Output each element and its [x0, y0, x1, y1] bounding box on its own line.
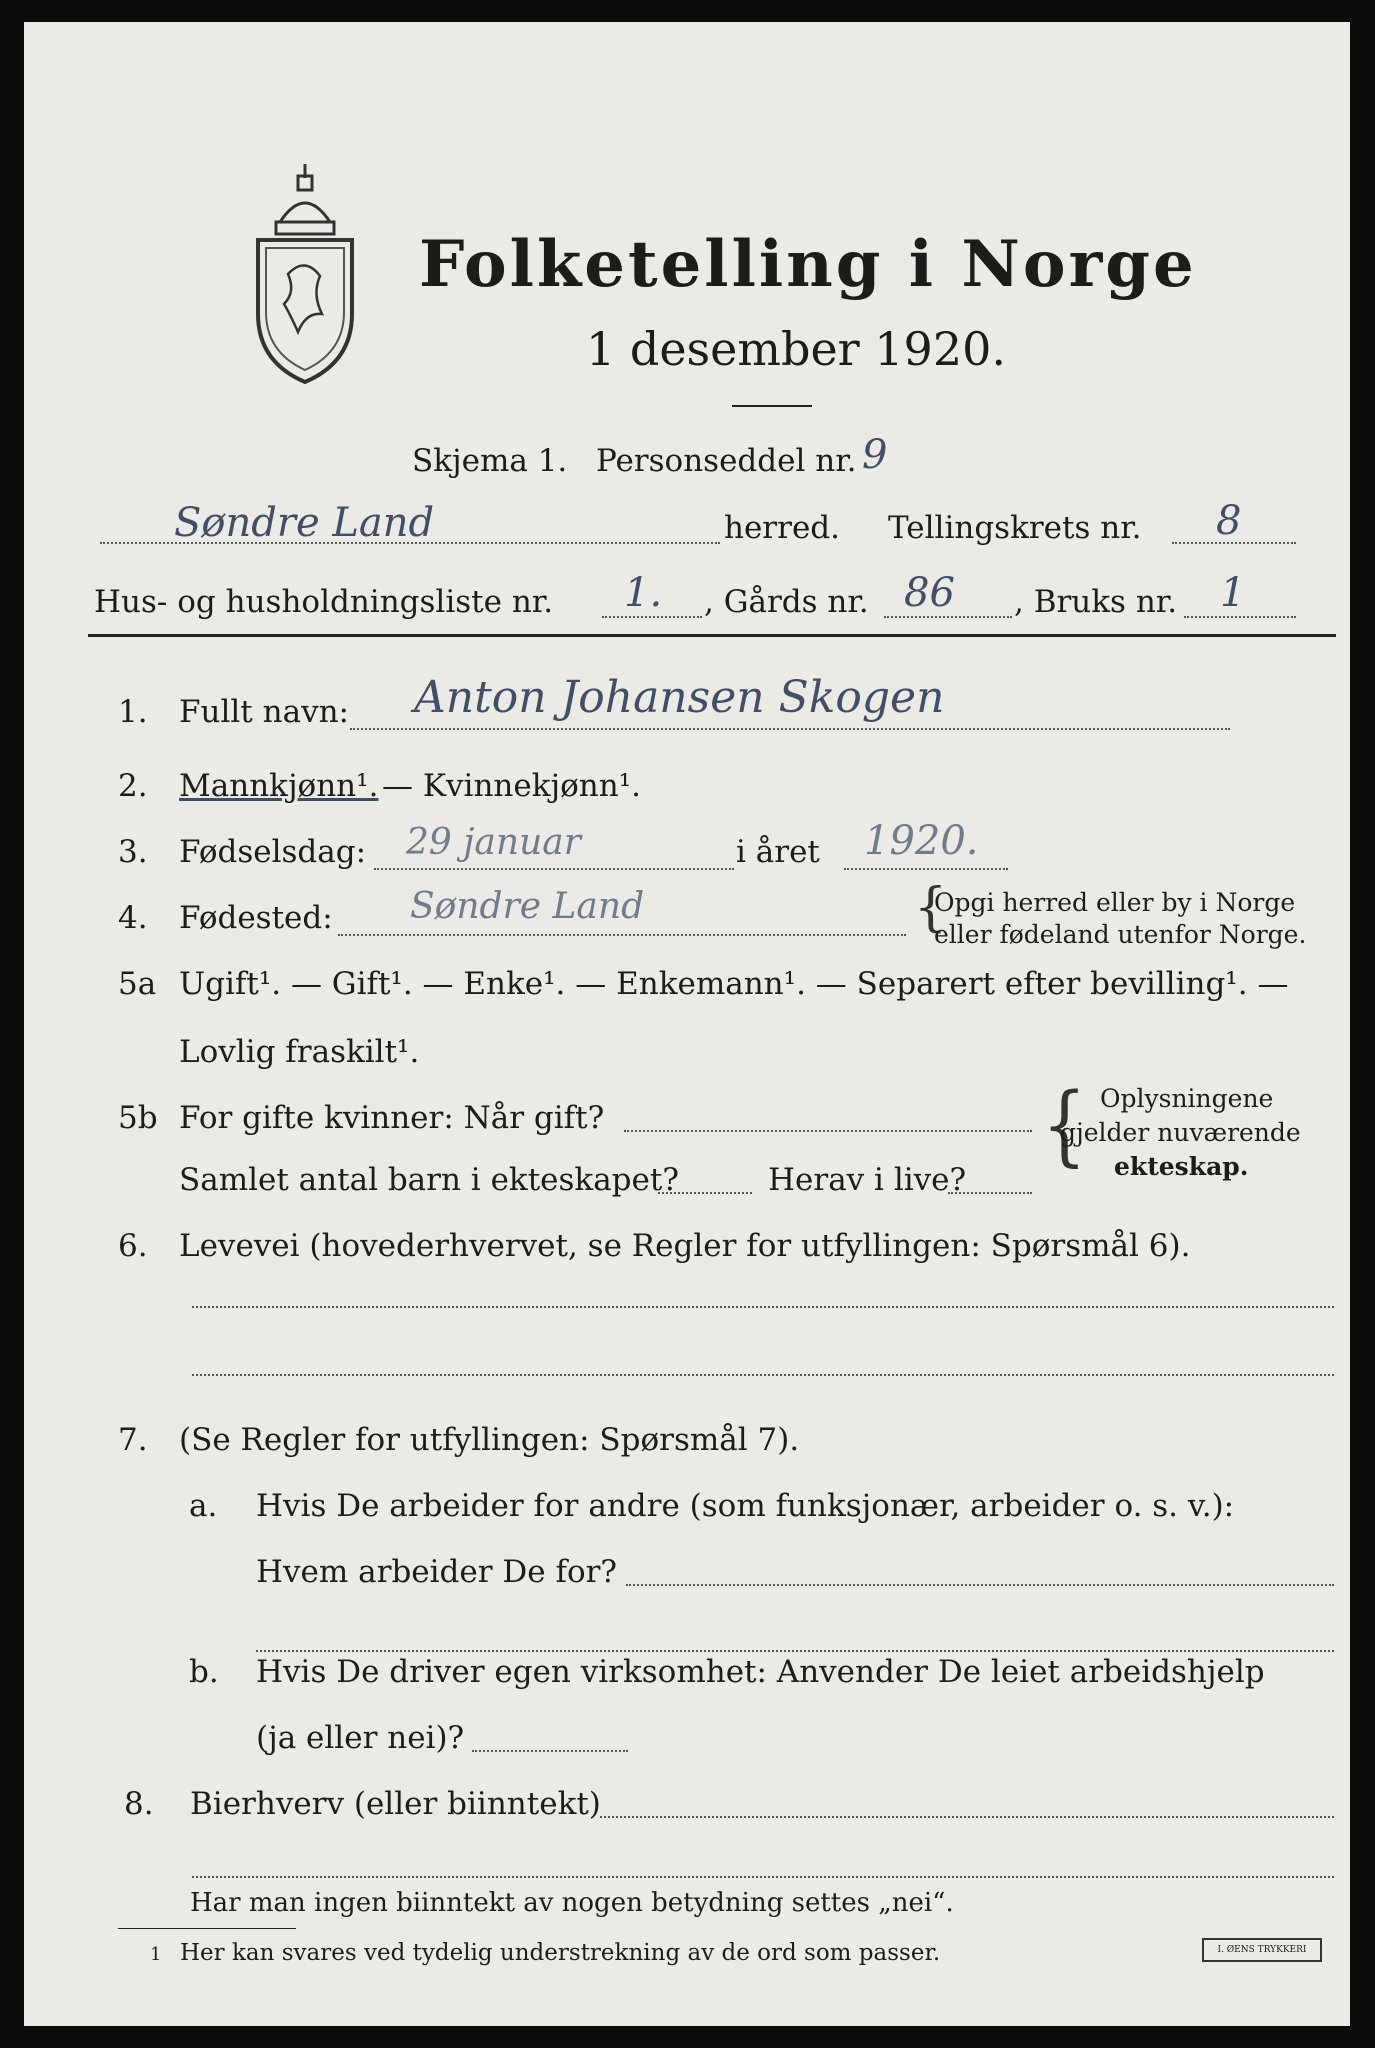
female-option: — Kvinnekjønn¹.	[382, 768, 641, 804]
bruks-value: 1	[1220, 570, 1246, 616]
q1-label: Fullt navn:	[179, 694, 349, 730]
male-option: Mannkjønn¹.	[179, 768, 379, 804]
tellingskrets-value: 8	[1216, 498, 1242, 544]
occupation-question: Levevei (hovederhvervet, se Regler for utfyllingen: Spørsmål 6).	[179, 1228, 1191, 1264]
birth-year-value: 1920.	[864, 818, 979, 864]
q4-label: Fødested:	[179, 900, 333, 936]
page-title: Folketelling i Norge	[419, 227, 1197, 302]
birthplace-value: Søndre Land	[410, 886, 645, 927]
q7b-number: b.	[189, 1654, 219, 1690]
hus-label: Hus- og husholdningsliste nr.	[94, 584, 554, 620]
q5b-note-2: gjelder nuværende	[1060, 1118, 1301, 1147]
q7-text: (Se Regler for utfyllingen: Spørsmål 7).	[179, 1422, 800, 1458]
footnote-text: Her kan svares ved tydelig understrekning av de ord som passer.	[180, 1940, 941, 1966]
q1-number: 1.	[118, 694, 148, 730]
footnote-number: 1	[150, 1944, 162, 1965]
q2-number: 2.	[118, 768, 148, 804]
q3-number: 3.	[118, 834, 148, 870]
q5b-married-when: For gifte kvinner: Når gift?	[179, 1100, 605, 1136]
footnote-rule	[118, 1928, 296, 1929]
q7-number: 7.	[118, 1422, 148, 1458]
title-divider	[732, 405, 812, 407]
census-date: 1 desember 1920.	[586, 322, 1006, 376]
q7b-text: Hvis De driver egen virksomhet: Anvender De leiet arbeidshjelp	[256, 1654, 1265, 1690]
printer-stamp: I. ØENS TRYKKERI	[1202, 1938, 1322, 1962]
hus-value: 1.	[624, 570, 663, 616]
q5a-number: 5a	[118, 966, 157, 1002]
q7b-yes-no: (ja eller nei)?	[256, 1720, 465, 1756]
personseddel-value: 9	[862, 432, 888, 478]
marital-status-divorced: Lovlig fraskilt¹.	[179, 1034, 420, 1070]
occupation-line-2	[192, 1374, 1334, 1376]
q8-number: 8.	[124, 1786, 154, 1822]
occupation-line-1	[192, 1306, 1334, 1308]
q5b-brace: {	[1042, 1073, 1087, 1177]
census-form	[24, 22, 1350, 2026]
q8-text: Bierhverv (eller biinntekt)	[190, 1786, 601, 1822]
coat-of-arms-icon	[250, 164, 360, 388]
full-name-value: Anton Johansen Skogen	[414, 672, 945, 723]
gards-label: , Gårds nr.	[704, 584, 869, 620]
q4-note-1: Opgi herred eller by i Norge	[934, 888, 1296, 917]
bruks-label: , Bruks nr.	[1014, 584, 1178, 620]
q5b-note-1: Oplysningene	[1100, 1084, 1274, 1113]
q6-number: 6.	[118, 1228, 148, 1264]
herred-label: herred.	[724, 510, 840, 546]
q7a-text: Hvis De arbeider for andre (som funksjonær, arbeider o. s. v.):	[256, 1488, 1235, 1524]
q8-note: Har man ingen biinntekt av nogen betydning settes „nei“.	[190, 1888, 954, 1918]
q7a-employer: Hvem arbeider De for?	[256, 1554, 618, 1590]
q5b-children-total: Samlet antal barn i ekteskapet?	[179, 1162, 679, 1198]
tellingskrets-label: Tellingskrets nr.	[888, 510, 1142, 546]
gards-value: 86	[904, 570, 955, 616]
q4-note-2: eller fødeland utenfor Norge.	[934, 920, 1307, 949]
year-label: i året	[736, 834, 820, 870]
q4-brace: {	[914, 878, 948, 938]
header-rule	[88, 634, 1336, 637]
personseddel-label: Personseddel nr.	[596, 443, 857, 479]
q3-label: Fødselsdag:	[179, 834, 367, 870]
q5b-number: 5b	[118, 1100, 158, 1136]
schema-label: Skjema 1.	[412, 443, 568, 479]
marital-status-options: Ugift¹. — Gift¹. — Enke¹. — Enkemann¹. — Separert efter bevilling¹. —	[179, 966, 1289, 1002]
birth-date-value: 29 januar	[406, 822, 581, 863]
q5b-children-alive: Herav i live?	[768, 1162, 967, 1198]
q5b-note-3: ekteskap.	[1114, 1152, 1249, 1181]
herred-value: Søndre Land	[174, 500, 435, 546]
q7a-number: a.	[189, 1488, 218, 1524]
q4-number: 4.	[118, 900, 148, 936]
